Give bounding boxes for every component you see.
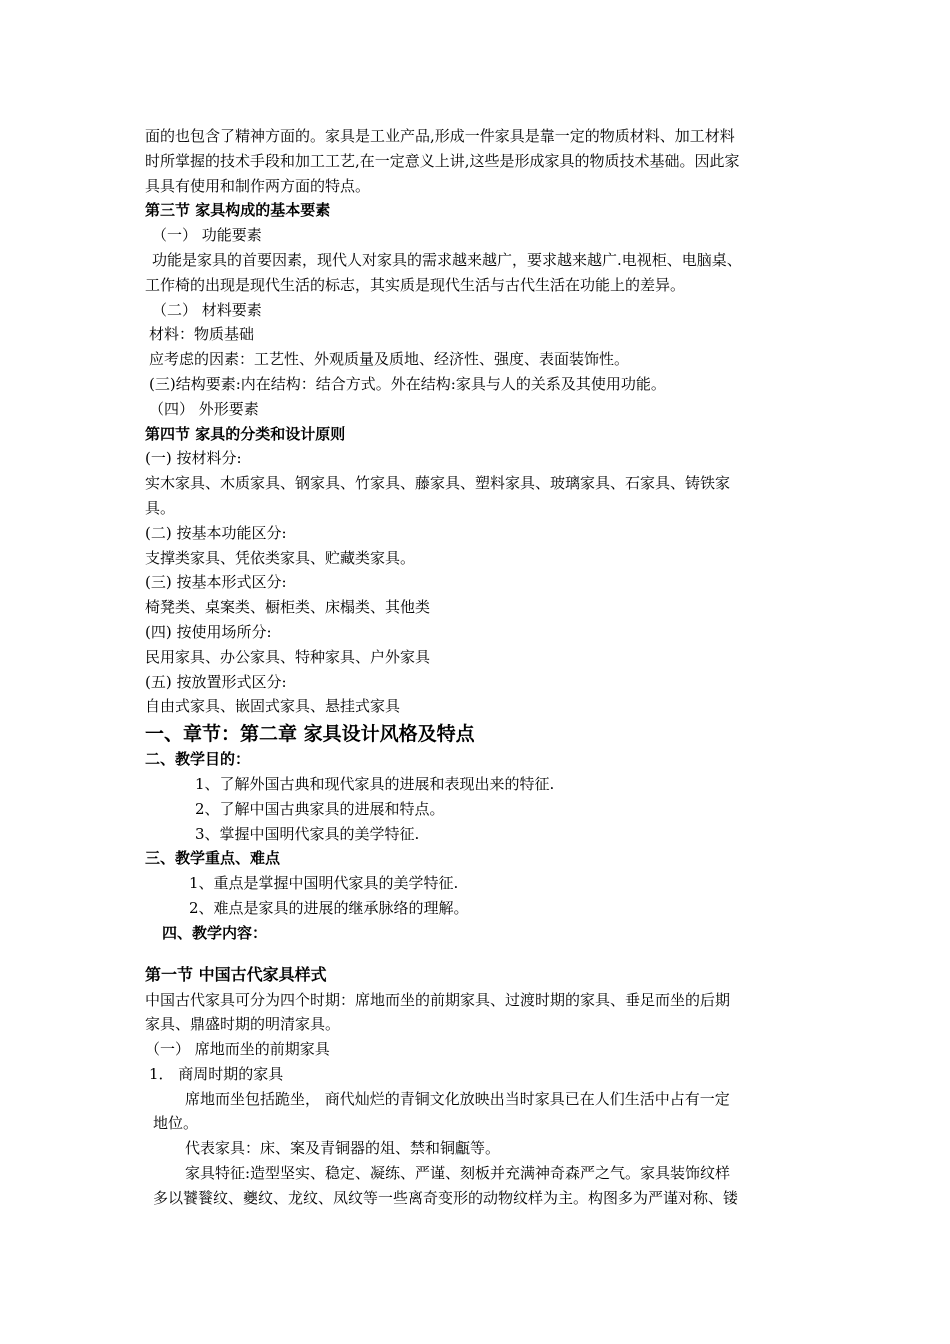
list-item: 1、重点是掌握中国明代家具的美学特征. [189, 874, 459, 893]
subsection-heading: （一） 席地而坐的前期家具 [145, 1040, 330, 1059]
subsection-heading: （二） 材料要素 [152, 300, 262, 319]
subsection-heading: (五) 按放置形式区分: [145, 672, 287, 691]
list-item: 2、难点是家具的进展的继承脉络的理解。 [189, 898, 469, 917]
heading-teaching-aims: 二、教学目的： [145, 750, 251, 769]
document-page [145, 124, 817, 1211]
subsection-heading: 1． 商周时期的家具 [149, 1064, 284, 1083]
text-line: 具具有使用和制作两方面的特点。 [145, 176, 371, 195]
list-item: 1、了解外国古典和现代家具的进展和表现出来的特征. [195, 774, 555, 793]
heading-teaching-content: 四、教学内容： [162, 923, 268, 942]
text-line: 应考虑的因素：工艺性、外观质量及质地、经济性、强度、表面装饰性。 [149, 350, 630, 369]
text-line: 具。 [145, 498, 176, 517]
subsection-heading: (四) 按使用场所分: [145, 622, 272, 641]
chapter-heading: 一、章节：第二章 家具设计风格及特点 [145, 723, 475, 746]
section-heading: 第一节 中国古代家具样式 [145, 964, 327, 984]
text-line: 代表家具：床、案及青铜器的俎、禁和铜甗等。 [185, 1139, 501, 1158]
text-line: 地位。 [153, 1114, 199, 1133]
subsection-heading: （一） 功能要素 [152, 226, 262, 245]
text-line: 面的也包含了精神方面的。家具是工业产品,形成一件家具是靠一定的物质材料、加工材料 [145, 127, 735, 145]
text-line: 实木家具、木质家具、钢家具、竹家具、藤家具、塑料家具、玻璃家具、石家具、铸铁家 [145, 474, 731, 493]
heading-key-points: 三、教学重点、难点 [145, 849, 281, 868]
text-line: 工作椅的出现是现代生活的标志，其实质是现代生活与古代生活在功能上的差异。 [145, 275, 686, 294]
text-line: 民用家具、办公家具、特种家具、户外家具 [145, 647, 431, 666]
list-item: 2、了解中国古典家具的进展和特点。 [195, 799, 445, 818]
subsection-heading: (三) 按基本形式区分: [145, 573, 287, 592]
text-line: 功能是家具的首要因素，现代人对家具的需求越来越广，要求越来越广.电视柜、电脑桌、 [152, 250, 742, 269]
text-line: 支撑类家具、凭依类家具、贮藏类家具。 [145, 548, 416, 567]
section-heading: 第三节 家具构成的基本要素 [145, 201, 331, 220]
text-line: 自由式家具、嵌固式家具、悬挂式家具 [145, 697, 401, 716]
text-line: 椅凳类、桌案类、橱柜类、床榻类、其他类 [145, 598, 431, 617]
text-line: 时所掌握的技术手段和加工工艺,在一定意义上讲,这些是形成家具的物质技术基础。因此家 [145, 151, 740, 170]
subsection-heading: (一) 按材料分: [145, 449, 242, 468]
text-line: 家具、鼎盛时期的明清家具。 [145, 1015, 341, 1034]
subsection-heading: （四） 外形要素 [149, 399, 259, 418]
subsection-heading: (二) 按基本功能区分: [145, 523, 287, 542]
text-line: (三)结构要素:内在结构：结合方式。外在结构:家具与人的关系及其使用功能。 [149, 374, 666, 393]
text-line: 多以饕餮纹、夔纹、龙纹、凤纹等一些离奇变形的动物纹样为主。构图多为严谨对称、镂 [153, 1188, 739, 1207]
list-item: 3、掌握中国明代家具的美学特征. [195, 824, 420, 843]
section-heading: 第四节 家具的分类和设计原则 [145, 424, 346, 443]
text-line: 中国古代家具可分为四个时期：席地而坐的前期家具、过渡时期的家具、垂足而坐的后期 [145, 990, 731, 1009]
text-line: 材料：物质基础 [149, 325, 255, 344]
text-line: 席地而坐包括跪坐， 商代灿烂的青铜文化放映出当时家具已在人们生活中占有一定 [185, 1089, 730, 1108]
text-line: 家具特征:造型坚实、稳定、凝练、严谨、刻板并充满神奇森严之气。家具装饰纹样 [185, 1164, 731, 1183]
